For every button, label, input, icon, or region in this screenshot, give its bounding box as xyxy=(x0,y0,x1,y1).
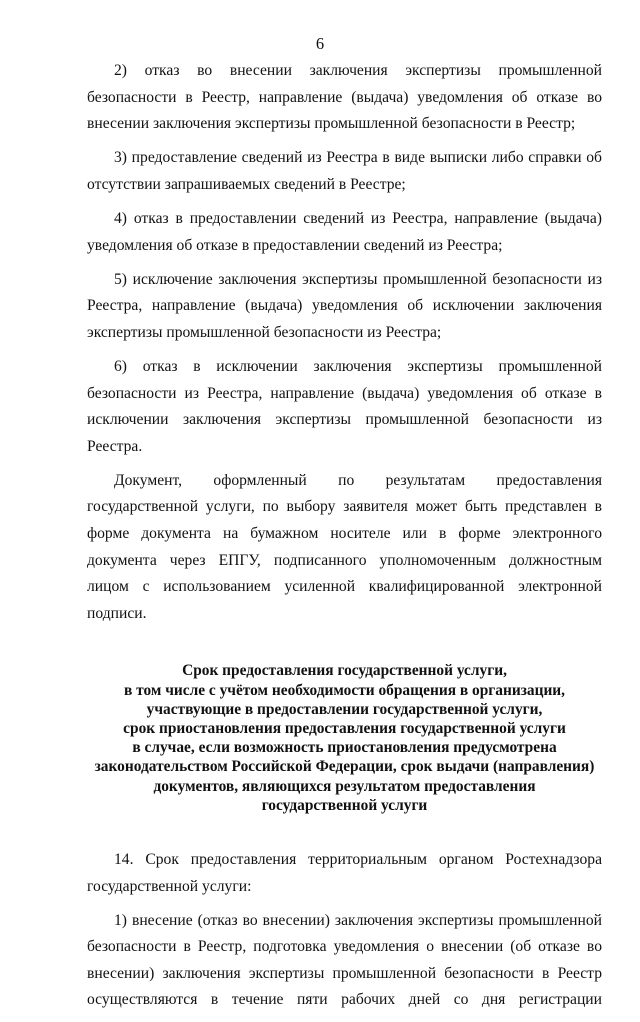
paragraph-document-form: Документ, оформленный по результатам предоставления государственной услуги, по выбору заявителя может быть представлен в форме документа на бумажном носителе или в форме электронного документа через ЕПГУ, подписанного уполномоченным должностным лицом с использованием усиленной квалифицированной электронной подписи. xyxy=(87,471,602,622)
paragraph-item-2: 2) отказ во внесении заключения экспертизы промышленной безопасности в Реестр, направление (выдача) уведомления об отказе во внесении заключения экспертизы промышленной безопасности в Реестр; xyxy=(87,62,602,133)
paragraph-item-4: 4) отказ в предоставлении сведений из Реестра, направление (выдача) уведомления об отказе в предоставлении сведений из Реестра; xyxy=(87,209,602,254)
section-heading-line: государственной услуги xyxy=(261,796,428,814)
section-heading xyxy=(87,661,602,815)
section-heading-line: участвующие в предоставлении государственной услуги, xyxy=(146,700,543,718)
paragraph-clause-14: 14. Срок предоставления территориальным органом Ростехнадзора государственной услуги: xyxy=(87,851,602,895)
paragraph-item-3: 3) предоставление сведений из Реестра в виде выписки либо справки об отсутствии запрашиваемых сведений в Реестре; xyxy=(87,149,602,193)
document-body xyxy=(87,58,602,1022)
section-heading-line: срок приостановления предоставления государственной услуги xyxy=(123,719,566,737)
page-number: 6 xyxy=(315,34,325,53)
paragraph-item-6: 6) отказ в исключении заключения экспертизы промышленной безопасности из Реестра, направление (выдача) уведомления об отказе в исключении заключения экспертизы промышленной безопасности из Реестра. xyxy=(87,357,602,455)
section-heading-line: в том числе с учётом необходимости обращения в организации, xyxy=(123,681,566,699)
section-heading-line: в случае, если возможность приостановления предусмотрена xyxy=(132,739,557,757)
paragraph-clause-14-item-1: 1) внесение (отказ во внесении) заключения экспертизы промышленной безопасности в Реестр, подготовка уведомления о внесении (об отказе во внесении) заключения экспертизы промышленной безопасности в Реестр осуществляются в течение пяти рабочих дней со дня регистрации xyxy=(87,911,602,1009)
section-heading-line: законодательством Российской Федерации, срок выдачи (направления) xyxy=(94,758,595,776)
section-heading-line: документов, являющихся результатом предоставления xyxy=(153,777,536,795)
paragraph-item-5: 5) исключение заключения экспертизы промышленной безопасности из Реестра, направление (выдача) уведомления об исключении заключения экспертизы промышленной безопасности из Реестра; xyxy=(87,270,602,341)
section-heading-line: Срок предоставления государственной услуги, xyxy=(182,662,507,680)
